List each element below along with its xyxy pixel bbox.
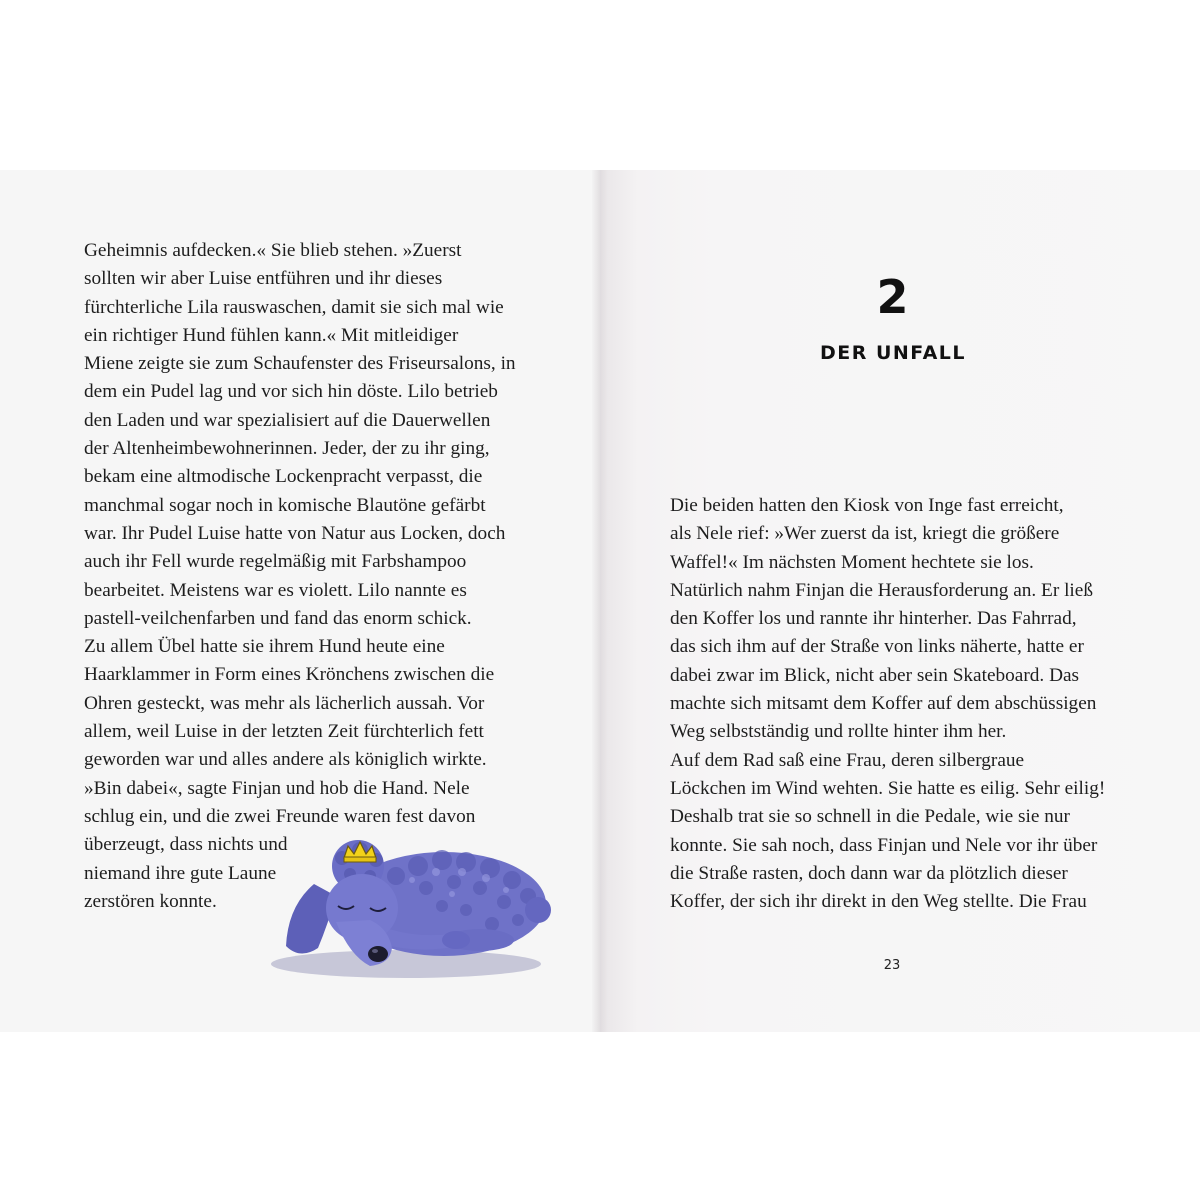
text-line: Zu allem Übel hatte sie ihrem Hund heute eine <box>84 636 445 658</box>
text-line: Auf dem Rad saß eine Frau, deren silbergraue <box>670 749 1025 771</box>
book-gutter <box>592 170 600 1032</box>
text-line: die Straße rasten, doch dann war da plötzlich dieser <box>670 862 1068 884</box>
poodle-front-paw <box>442 931 470 949</box>
right-page-text <box>670 492 1130 916</box>
text-line: Koffer, der sich ihr direkt in den Weg stellte. Die Frau <box>670 891 1087 913</box>
text-line: Haarklammer in Form eines Krönchens zwischen die <box>84 664 495 686</box>
text-line: Geheimnis aufdecken.« Sie blieb stehen. »Zuerst <box>84 240 462 261</box>
text-line: auch ihr Fell wurde regelmäßig mit Farbshampoo <box>84 551 467 573</box>
text-line: zerstören konnte. <box>84 890 217 912</box>
text-line: fürchterliche Lila rauswaschen, damit sie sich mal wie <box>84 296 504 318</box>
text-line: überzeugt, dass nichts und <box>84 834 288 856</box>
poodle-tail <box>525 897 551 923</box>
text-line: bekam eine altmodische Lockenpracht verpasst, die <box>84 466 483 488</box>
chapter-title: DER UNFALL <box>819 342 967 364</box>
text-line: dem ein Pudel lag und vor sich hin döste. Lilo betrieb <box>84 381 498 403</box>
text-line: konnte. Sie sah noch, dass Finjan und Nele vor ihr über <box>670 834 1098 856</box>
text-line: »Bin dabei«, sagte Finjan und hob die Hand. Nele <box>84 777 470 799</box>
text-line: Die beiden hatten den Kiosk von Inge fast erreicht, <box>670 495 1064 516</box>
text-line: war. Ihr Pudel Luise hatte von Natur aus Locken, doch <box>84 522 506 544</box>
sleeping-poodle-illustration <box>266 836 556 986</box>
text-line: machte sich mitsamt dem Koffer auf dem abschüssigen <box>670 693 1097 715</box>
nose-highlight <box>372 949 378 953</box>
text-line: Miene zeigte sie zum Schaufenster des Friseursalons, in <box>84 353 516 375</box>
text-line: als Nele rief: »Wer zuerst da ist, kriegt die größere <box>670 523 1060 545</box>
text-line: niemand ihre gute Laune <box>84 862 277 884</box>
left-page <box>0 170 598 1032</box>
text-line: allem, weil Luise in der letzten Zeit fürchterlich fett <box>84 721 484 743</box>
crown-band <box>344 857 376 862</box>
text-line: bearbeitet. Meistens war es violett. Lilo nannte es <box>84 579 467 601</box>
text-line: den Koffer los und rannte ihr hinterher. Das Fahrrad, <box>670 608 1077 630</box>
text-line: den Laden und war spezialisiert auf die Dauerwellen <box>84 409 491 431</box>
text-line: Löckchen im Wind wehten. Sie hatte es eilig. Sehr eilig! <box>670 777 1106 799</box>
text-line: schlug ein, und die zwei Freunde waren fest davon <box>84 805 476 827</box>
text-line: das sich ihm auf der Straße von links näherte, hatte er <box>670 636 1084 658</box>
chapter-number: 2 <box>876 270 910 324</box>
text-line: der Altenheimbewohnerinnen. Jeder, der zu ihr ging, <box>84 438 490 460</box>
text-line: pastell-veilchenfarben und fand das enorm schick. <box>84 607 472 629</box>
poodle-nose <box>368 946 388 962</box>
text-line: Ohren gesteckt, was mehr als lächerlich aussah. Vor <box>84 692 485 714</box>
text-line: Natürlich nahm Finjan die Herausforderung an. Er ließ <box>670 579 1093 601</box>
text-line: ein richtiger Hund fühlen kann.« Mit mitleidiger <box>84 324 459 346</box>
text-line: dabei zwar im Blick, nicht aber sein Skateboard. Das <box>670 664 1080 686</box>
text-line: Waffel!« Im nächsten Moment hechtete sie los. <box>670 551 1034 573</box>
text-line: Deshalb trat sie so schnell in die Pedale, wie sie nur <box>670 806 1070 828</box>
text-line: Weg selbstständig und rollte hinter ihm her. <box>670 721 1007 743</box>
text-line: manchmal sogar noch in komische Blautöne gefärbt <box>84 494 486 516</box>
book-spread <box>0 170 1200 1032</box>
ground-shadow <box>271 950 541 978</box>
text-line: geworden war und alles andere als königlich wirkte. <box>84 749 487 771</box>
left-page-text <box>84 237 544 916</box>
page-number: 23 <box>883 958 901 973</box>
text-line: sollten wir aber Luise entführen und ihr dieses <box>84 268 443 290</box>
